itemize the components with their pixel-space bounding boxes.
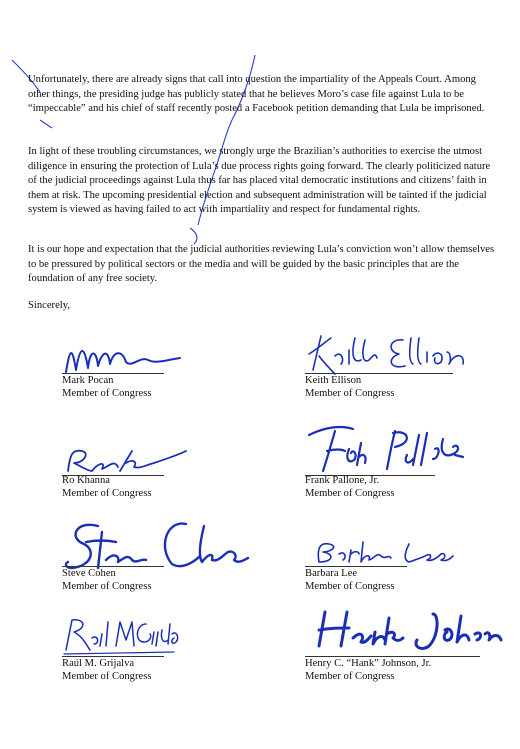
signatory-title: Member of Congress <box>62 388 152 399</box>
signatory-title: Member of Congress <box>305 581 395 592</box>
paragraph-appeals-court: Unfortunately, there are already signs that call into question the impartiality of the Appeals Court. Among other things, the presiding judge has publicly stated that he believes Moro’s case file against Lula to be “impeccable” and his chief of staff recently posted a Facebook petition demanding that Lula be imprisoned. <box>28 74 485 115</box>
signatory-name: Frank Pallone, Jr. <box>305 475 380 486</box>
paragraph-urge-diligence: In light of these troubling circumstances, we strongly urge the Brazilian’s authorities to exercise the utmost diligence in ensuring the protection of Lula’s due process rights going forward. The clearly politicized nature of the judicial proceedings against Lula thus far has placed vital democratic institutions and citizens’ faith in them at risk. The upcoming presidential election and subsequent administration will be tainted if the judicial system is viewed as having failed to act with impartiality and respect for fundamental rights. <box>28 146 491 216</box>
signatory-name: Keith Ellison <box>305 375 362 386</box>
signature-raul-grijalva <box>54 614 184 658</box>
signatory-name: Steve Cohen <box>62 568 116 579</box>
signatory-title: Member of Congress <box>62 581 152 592</box>
signatory-title: Member of Congress <box>305 488 395 499</box>
signatory-name: Ro Khanna <box>62 475 110 486</box>
signatory-name: Henry C. “Hank” Johnson, Jr. <box>305 658 432 669</box>
signatory-name: Barbara Lee <box>305 568 358 579</box>
signature-ro-khanna <box>62 441 192 475</box>
signatory-name: Mark Pocan <box>62 375 114 386</box>
signatory-name: Raúl M. Grijalva <box>62 658 135 669</box>
closing-sincerely: Sincerely, <box>28 300 70 311</box>
signatory-title: Member of Congress <box>305 671 395 682</box>
signature-hank-johnson <box>305 606 505 656</box>
signature-keith-ellison <box>305 330 475 375</box>
paragraph-hope-expectation: It is our hope and expectation that the judicial authorities reviewing Lula’s conviction won’t allow themselves to be pressured by political sectors or the media and will be guided by the basic principles that are the foundation of any free society. <box>28 244 495 285</box>
signature-mark-pocan <box>62 338 192 376</box>
signature-frank-pallone <box>305 419 475 479</box>
signature-barbara-lee <box>305 536 455 566</box>
signatory-title: Member of Congress <box>62 671 152 682</box>
signatory-title: Member of Congress <box>62 488 152 499</box>
signatory-title: Member of Congress <box>305 388 395 399</box>
